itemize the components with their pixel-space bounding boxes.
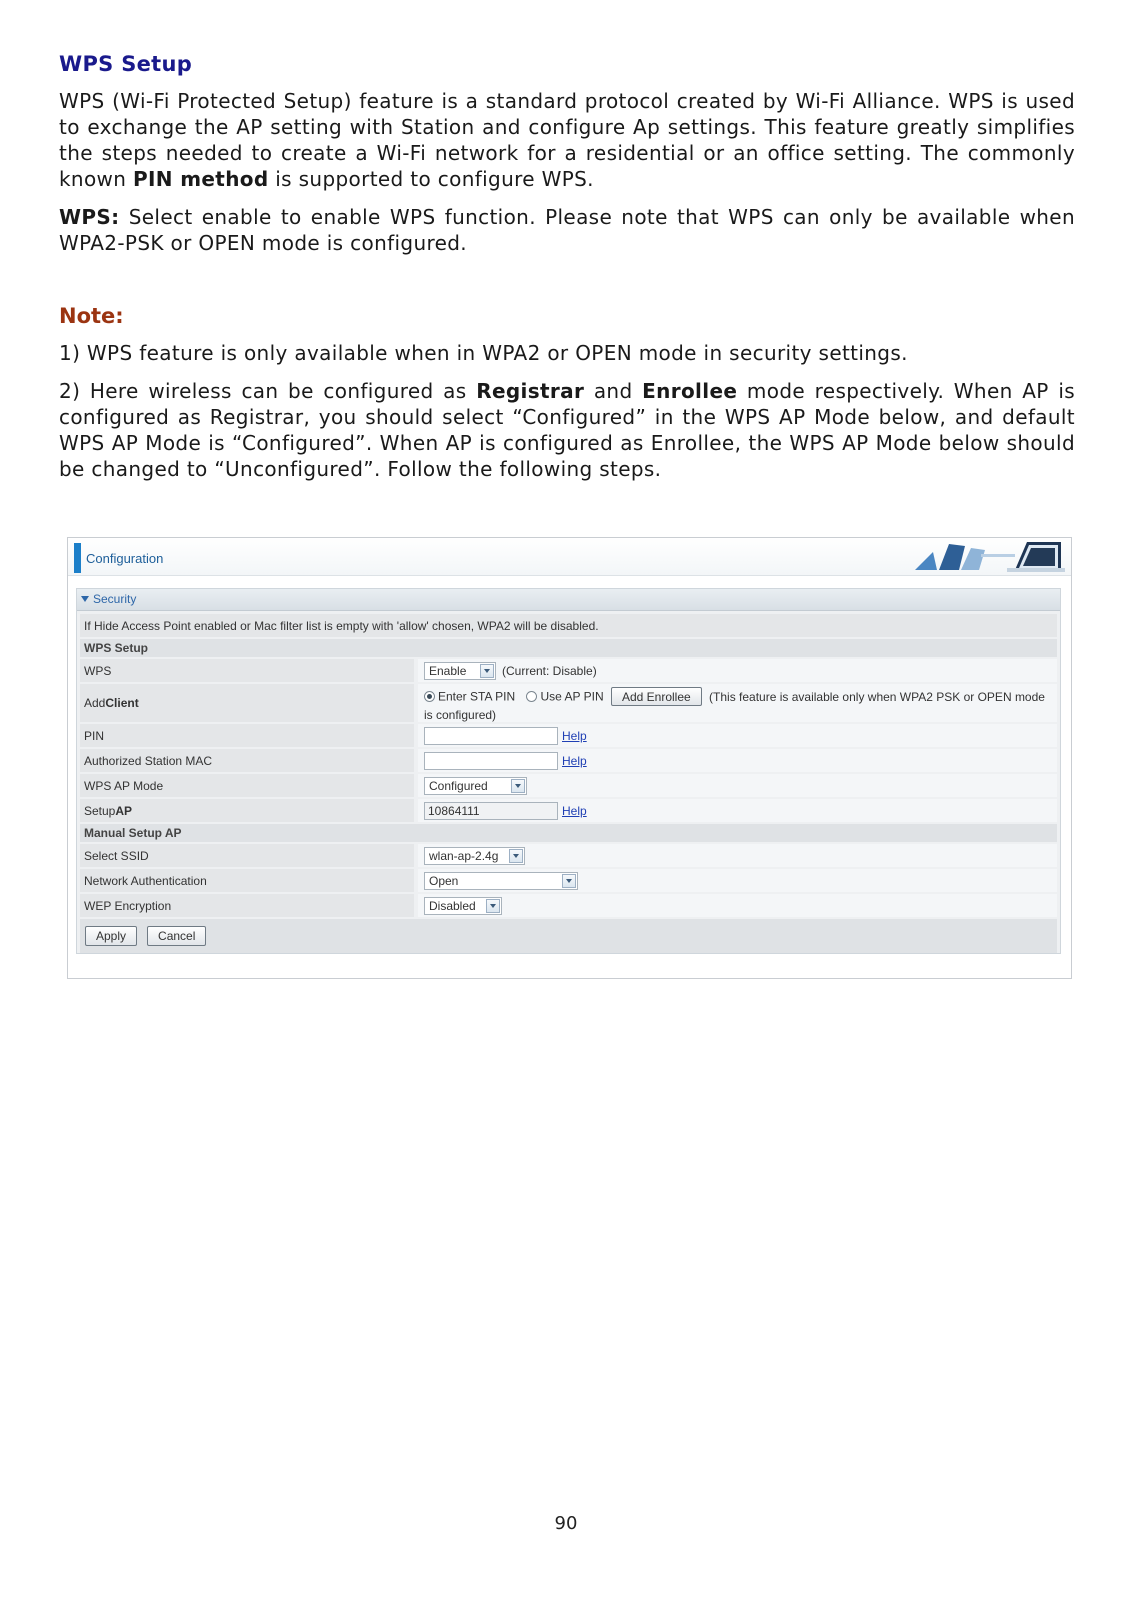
note-2-a: 2) Here wireless can be configured as	[59, 379, 477, 403]
header-accent-bar	[74, 543, 81, 573]
note-1: 1) WPS feature is only available when in WPA2 or OPEN mode in security settings.	[59, 341, 908, 365]
document-body	[59, 52, 1075, 494]
form-actions	[80, 919, 1057, 953]
pin-input[interactable]	[424, 727, 558, 745]
net-auth-select[interactable]	[424, 872, 578, 890]
panel-header	[68, 538, 1071, 576]
intro-tail: is supported to configure WPS.	[268, 167, 594, 191]
add-client-label	[80, 684, 414, 722]
apply-button[interactable]: Apply	[85, 926, 137, 946]
add-enrollee-button[interactable]: Add Enrollee	[611, 687, 702, 706]
pin-label: PIN	[80, 724, 414, 747]
note-heading: Note:	[59, 304, 124, 328]
wps-term: WPS:	[59, 205, 120, 229]
pin-help-link[interactable]: Help	[562, 728, 587, 743]
wps-ap-mode-value: Configured	[429, 778, 488, 793]
enter-sta-pin-label: Enter STA PIN	[438, 689, 516, 704]
auth-mac-row	[80, 749, 1057, 772]
add-client-row	[80, 684, 1057, 722]
setup-ap-row	[80, 799, 1057, 822]
wep-select-value: Disabled	[429, 898, 476, 913]
router-config-panel	[67, 537, 1072, 979]
note-2-b: and	[584, 379, 643, 403]
net-auth-select-value: Open	[429, 873, 459, 888]
chevron-down-icon[interactable]	[509, 849, 523, 863]
note-2-enrollee: Enrollee	[642, 379, 738, 403]
page-number: 90	[554, 1513, 578, 1534]
wps-definition-text: Select enable to enable WPS function. Please note that WPS can only be available when WPA2-PSK or OPEN mode is configured.	[59, 205, 1075, 255]
cancel-button[interactable]: Cancel	[147, 926, 206, 946]
wps-select-value: Enable	[429, 663, 467, 678]
wps-label: WPS	[80, 659, 414, 682]
wep-select[interactable]	[424, 897, 502, 915]
intro-bold: PIN method	[133, 167, 269, 191]
wps-setup-group: WPS Setup	[80, 639, 1057, 657]
add-client-note: (This feature is available only when WPA2 PSK or OPEN mode is configured)	[424, 689, 1045, 722]
wps-row	[80, 659, 1057, 682]
auth-mac-label: Authorized Station MAC	[80, 749, 414, 772]
chevron-down-icon[interactable]	[486, 899, 500, 913]
security-title: Security	[93, 592, 137, 606]
chevron-down-icon[interactable]	[562, 874, 576, 888]
ssid-select-value: wlan-ap-2.4g	[429, 848, 499, 863]
panel-title: Configuration	[86, 551, 164, 566]
setup-ap-pin-field: 10864111	[424, 802, 558, 820]
wps-definition	[59, 204, 1075, 256]
wps-setup-heading: WPS Setup	[59, 52, 193, 76]
wps-ap-mode-row	[80, 774, 1057, 797]
setup-ap-help-link[interactable]: Help	[562, 803, 587, 818]
wps-current-status: (Current: Disable)	[502, 663, 597, 678]
pin-row	[80, 724, 1057, 747]
collapse-triangle-icon[interactable]	[81, 596, 89, 602]
setup-ap-label	[80, 799, 414, 822]
auth-mac-input[interactable]	[424, 752, 558, 770]
wps-select[interactable]	[424, 662, 496, 680]
auth-mac-help-link[interactable]: Help	[562, 753, 587, 768]
add-client-label-a: Add	[84, 696, 106, 710]
note-2-c: mode respectively. When AP is configured as Registrar, you should select “Configured” in the WPS AP Mode below, and default WPS AP Mode is “Configured”. When AP is configured as Enrollee, the WPS AP Mode below should be changed to “Unconfigured”. Follow the following steps.	[59, 379, 1076, 481]
wps-ap-mode-label: WPS AP Mode	[80, 774, 414, 797]
ssid-row	[80, 844, 1057, 867]
net-auth-label: Network Authentication	[80, 869, 414, 892]
ssid-select[interactable]	[424, 847, 525, 865]
wps-ap-mode-select[interactable]	[424, 777, 527, 795]
chevron-down-icon[interactable]	[511, 779, 525, 793]
warning-text: If Hide Access Point enabled or Mac filter list is empty with 'allow' chosen, WPA2 will be disabled.	[80, 614, 1057, 637]
intro-text: WPS (Wi-Fi Protected Setup) feature is a standard protocol created by Wi-Fi Alliance. WPS is used to exchange the AP setting with Station and configure Ap settings. This feature greatly simplifies the steps needed to create a Wi-Fi network for a residential or an office setting. The commonly known	[59, 89, 1075, 191]
setup-ap-label-b: AP	[115, 803, 133, 818]
security-section-header[interactable]	[77, 589, 1060, 611]
wep-row	[80, 894, 1057, 917]
security-section	[76, 588, 1061, 954]
use-ap-pin-label: Use AP PIN	[540, 689, 604, 704]
network-devices-icon	[915, 540, 1065, 573]
use-ap-pin-radio[interactable]	[526, 691, 537, 702]
add-client-label-b: Client	[105, 696, 139, 710]
manual-setup-ap-group: Manual Setup AP	[80, 824, 1057, 842]
setup-ap-label-a: Setup	[84, 803, 116, 818]
ssid-label: Select SSID	[80, 844, 414, 867]
enter-sta-pin-radio[interactable]	[424, 691, 435, 702]
wep-label: WEP Encryption	[80, 894, 414, 917]
intro-paragraph	[59, 88, 1075, 192]
chevron-down-icon[interactable]	[480, 664, 494, 678]
net-auth-row	[80, 869, 1057, 892]
note-2-registrar: Registrar	[476, 379, 585, 403]
note-2	[59, 378, 1075, 482]
